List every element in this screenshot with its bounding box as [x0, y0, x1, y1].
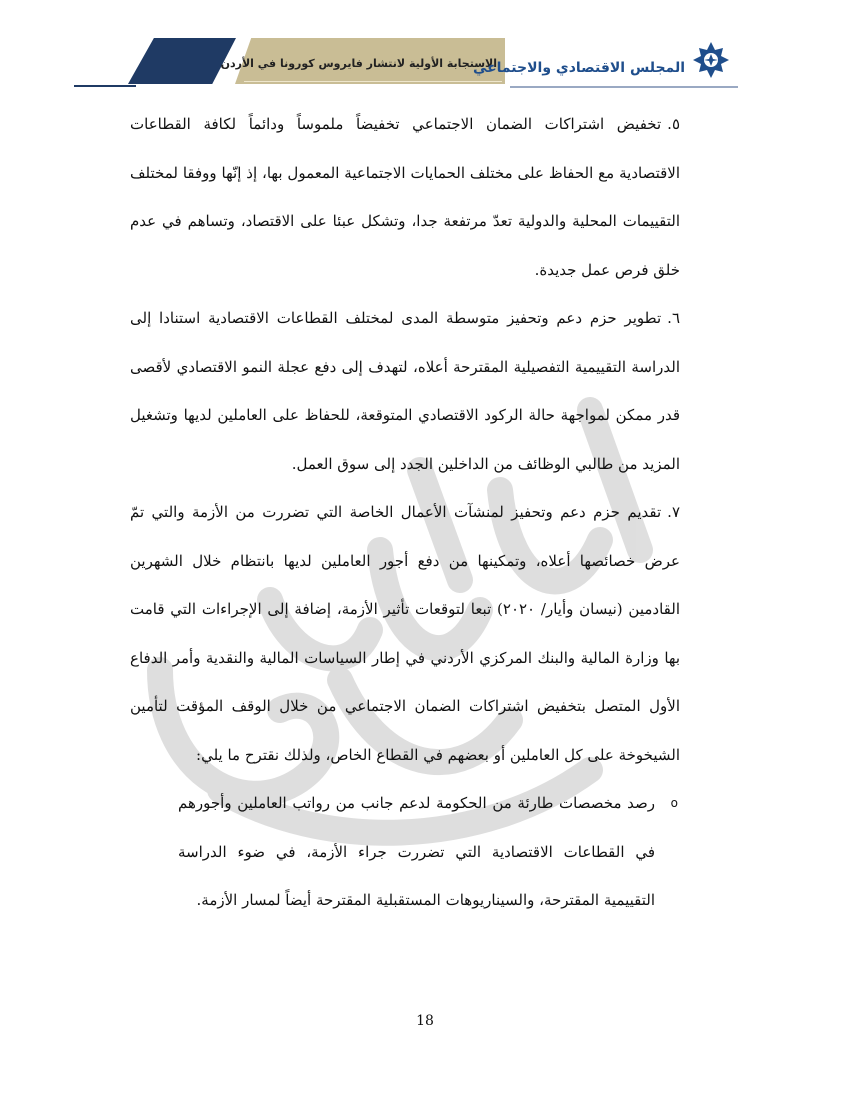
page-number: 18 — [416, 1013, 434, 1029]
item-text: تخفيض اشتراكات الضمان الاجتماعي تخفيضاً ملموساً ودائماً لكافة القطاعات الاقتصادية مع الحفاظ على مختلف الحمايات الاجتماعية المعمول بها، إذ إنّها ووفقا لمختلف التقييمات المحلية والدولية تعدّ مرتفعة جدا، وتشكل عبئا على الاقتصاد، وتساهم في عدم خلق فرص عمل جديدة. — [130, 115, 680, 279]
bullet-marker: o — [670, 796, 678, 810]
page-header — [0, 0, 850, 100]
document-body — [130, 100, 680, 925]
list-item — [130, 294, 680, 488]
header-title: الاستجابة الأولية لانتشار فايروس كورونا في الأردن — [220, 57, 497, 70]
council-logo-icon — [690, 40, 732, 82]
sub-list-item — [178, 779, 680, 925]
header-blue-band — [128, 38, 236, 84]
item-text: تطوير حزم دعم وتحفيز متوسطة المدى لمختلف القطاعات الاقتصادية استنادا إلى الدراسة التقييمية التفصيلية المقترحة أعلاه، لتهدف إلى دفع عجلة النمو الاقتصادي لأقصى قدر ممكن لمواجهة حالة الركود الاقتصادي المتوقعة، للحفاظ على العاملين لديها وتشغيل المزيد من طالبي الوظائف من الداخلين الجدد إلى سوق العمل. — [130, 309, 680, 473]
organization-name: المجلس الاقتصادي والاجتماعي — [472, 60, 685, 76]
item-number: ٧. — [667, 503, 680, 521]
list-item — [130, 488, 680, 779]
item-number: ٥. — [667, 115, 680, 133]
sub-item-text: رصد مخصصات طارئة من الحكومة لدعم جانب من رواتب العاملين وأجورهم في القطاعات الاقتصادية التي تضررت جراء الأزمة، في ضوء الدراسة التقييمية المقترحة، والسيناريوهات المستقبلية المقترحة أيضاً لمسار الأزمة. — [178, 794, 655, 909]
header-rule-left — [74, 85, 136, 87]
item-text: تقديم حزم دعم وتحفيز لمنشآت الأعمال الخاصة التي تضررت من الأزمة والتي تمّ عرض خصائصها أعلاه، وتمكينها من دفع أجور العاملين لديها بانتظام خلال الشهرين القادمين (نيسان وأيار/ ٢٠٢٠) تبعا لتوقعات تأثير الأزمة، إضافة إلى الإجراءات التي قامت بها وزارة المالية والبنك المركزي الأردني في إطار السياسات المالية والنقدية وأمر الدفاع الأول المتصل بتخفيض اشتراكات الضمان الاجتماعي من خلال الوقف المؤقت لتأمين الشيخوخة على كل العاملين أو بعضهم في القطاع الخاص، ولذلك نقترح ما يلي: — [130, 503, 680, 764]
item-number: ٦. — [667, 309, 680, 327]
list-item — [130, 100, 680, 294]
header-rule-right — [510, 86, 738, 88]
